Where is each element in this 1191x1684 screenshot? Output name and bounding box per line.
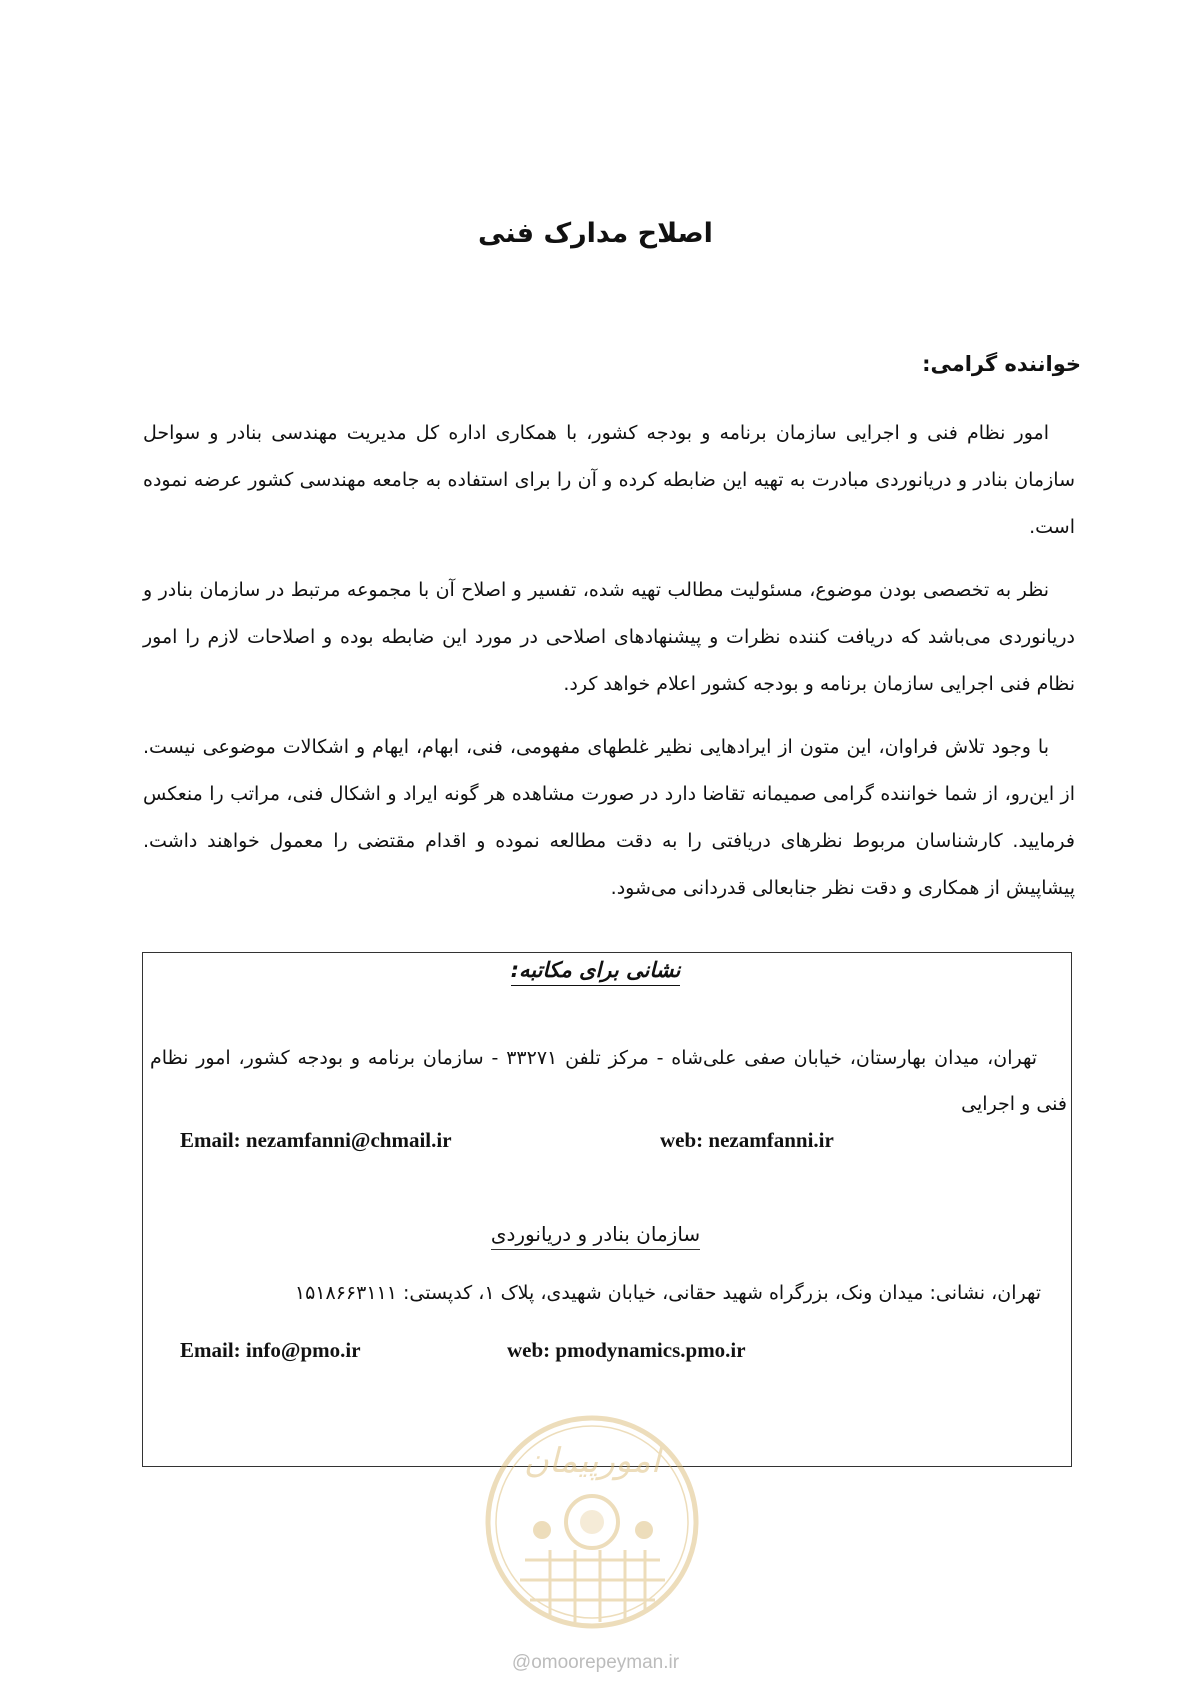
address-ports-org: تهران، نشانی: میدان ونک، بزرگراه شهید حقانی، خیابان شهیدی، پلاک ۱، کدپستی: ۱۵۱۸۶۶۳۱۱۱ — [294, 1282, 1041, 1304]
salutation: خواننده گرامی: — [922, 352, 1081, 376]
address-plan-org: تهران، میدان بهارستان، خیابان صفی علی‌شاه - مرکز تلفن ۳۳۲۷۱ - سازمان برنامه و بودجه کشور، امور نظام فنی و اجرایی — [150, 1047, 1067, 1115]
paragraph-intro: امور نظام فنی و اجرایی سازمان برنامه و بودجه کشور، با همکاری اداره کل مدیریت مهندسی بنادر و سواحل سازمان بنادر و دریانوردی مبادرت به تهیه این ضابطه کرده و آن را برای استفاده به جامعه مهندسی کشور عرضه نموده است. — [143, 422, 1075, 538]
watermark-site — [0, 1652, 1191, 1674]
watermark-site-text: omoorepeyman.ir — [531, 1652, 680, 1673]
ports-org-name-text: سازمان بنادر و دریانوردی — [491, 1222, 700, 1250]
paragraph-responsibility: نظر به تخصصی بودن موضوع، مسئولیت مطالب تهیه شده، تفسیر و اصلاح آن با مجموعه مرتبط در سازمان بنادر و دریانوردی می‌باشد که دریافت کننده نظرات و پیشنهادهای اصلاحی در مورد این ضابطه بوده و اصلاحات لازم را امور نظام فنی اجرایی سازمان برنامه و بودجه کشور اعلام خواهد کرد. — [143, 579, 1075, 695]
page-title: اصلاح مدارک فنی — [478, 218, 713, 249]
contact-heading-text: نشانی برای مکاتبه: — [511, 958, 681, 986]
at-sign-icon: @ — [511, 1652, 532, 1673]
contact-heading — [0, 958, 1191, 982]
paragraph-feedback: با وجود تلاش فراوان، این متون از ایرادهایی نظیر غلطهای مفهومی، فنی، ابهام، ایهام و اشکالات موضوعی نیست. از این‌رو، از شما خواننده گرامی صمیمانه تقاضا دارد در صورت مشاهده هر گونه ایراد و اشکال فنی، مراتب را منعکس فرمایید. کارشناسان مربوط نظرهای دریافتی را به دقت مطالعه نموده و اقدام مقتضی را معمول خواهند داشت. پیشاپیش از همکاری و دقت نظر جنابعالی قدردانی می‌شود. — [143, 736, 1075, 899]
web-nezamfanni[interactable]: web: nezamfanni.ir — [660, 1128, 834, 1152]
ports-org-name — [0, 1222, 1191, 1246]
watermark-stamp-icon — [480, 1410, 705, 1635]
email-nezamfanni[interactable]: Email: nezamfanni@chmail.ir — [180, 1128, 452, 1152]
email-pmo[interactable]: Email: info@pmo.ir — [180, 1338, 361, 1362]
watermark-stamp-text: امورپیمان — [523, 1441, 661, 1481]
body-text — [143, 410, 1075, 928]
web-pmo[interactable]: web: pmodynamics.pmo.ir — [507, 1338, 746, 1362]
contact-box — [142, 952, 1072, 1467]
